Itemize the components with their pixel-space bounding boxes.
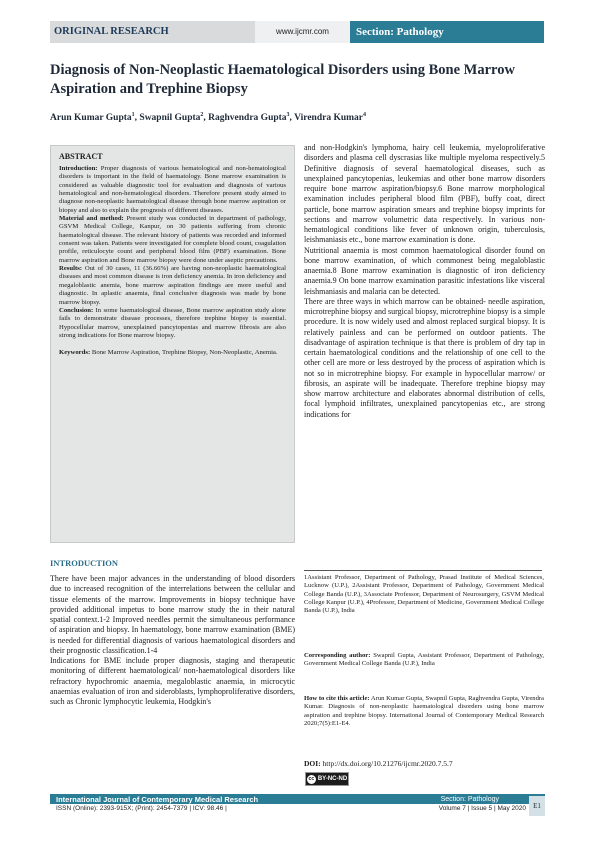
abstract-conclusion: Conclusion: In some haematological disease, Bone marrow aspiration study alone fails to demonstrate disease processes, therefore trephine biopsy is essential. Hypocellular marrow, unexplained pancytopenias and marrow fibrosis are also strong indications for Bone marrow biopsy. [59, 306, 287, 339]
body-paragraph: There are three ways in which marrow can be obtained- needle aspiration, microtrephine biopsy and surgical biopsy, microtrephine biopsy is a simple procedure. It is now widely used and almost replaced surgical biopsy. It is relatively painless and can be performed on outdoor patients. The disadvantage of aspiration technique is that there is problem of dry tap in certain haematological conditions and the relationship of one cell to the other cell are more or less destroyed by the process of aspiration which is not so in microtrephine biopsy. For example in hypocellular marrow/ or fibrosis, an aspirate will be inadequate. Therefore trephine biopsy may show marrow architecture and elaborates abnormal distribution of cells, focal lymphoid infiltrates, unexplained pancytopenias etc., are strong indications for [304, 296, 545, 419]
journal-header [50, 21, 544, 43]
author-list: Arun Kumar Gupta$^1$, Swapnil Gupta$^2$, Raghvendra Gupta$^3$, Virendra Kumar$^4$ [50, 112, 367, 124]
creative-commons-icon: cc [308, 775, 315, 782]
abstract-keywords: Keywords: Bone Marrow Aspiration, Trephine Biopsy, Non-Neoplastic, Anemia. [59, 349, 278, 357]
right-column-body [304, 143, 545, 420]
section-heading-introduction: INTRODUCTION [50, 558, 119, 568]
article-title: Diagnosis of Non-Neoplastic Haematological Disorders using Bone Marrow Aspiration and Trephine Biopsy [50, 62, 515, 97]
volume-info: Volume 7 | Issue 5 | May 2020 [438, 805, 526, 812]
body-paragraph: Nutritional anaemia is most common haematological disorder found on bone marrow examination, of which commonest being megaloblastic anaemia.8 Bone marrow examination is diagnostic of iron deficiency anaemia.9 On bone marrow examination parasitic infestations like visceral leishmaniasis and malaria can be detected. [304, 245, 545, 296]
footer-section: Section: Pathology [440, 795, 499, 803]
body-paragraph: and non-Hodgkin's lymphoma, hairy cell leukemia, myeloproliferative disorders and plasma cell dyscrasias like multiple myeloma respectively.5 Definitive diagnosis of several haematological diseases, such as unexplained pancytopenias, leukemias and other bone marrow disorders require bone marrow aspiration/biopsy.6 Bone marrow morphological examination includes peripheral blood film (PBF), buffy coat, direct particle, bone marrow aspiration smears and trephine biopsy imprints for sections and marrow volumetric data respectively. In various non-hematological conditions like fever of unknown origin, tuberculosis, leishmaniasis etc., bone marrow examination is done. [304, 143, 545, 245]
corresponding-author: Corresponding author: Swapnil Gupta, Assistant Professor, Department of Pathology, Government Medical College Banda (U.P.), India [304, 652, 545, 668]
abstract-heading: ABSTRACT [59, 152, 103, 161]
section-label: Section: Pathology [350, 21, 544, 43]
abstract-introduction: Introduction: Proper diagnosis of various hematological and non-hematological disorders is important in the field of haematology. Bone marrow examination is considered as valuable diagnostic tool for evaluation and diagnosis of various hematological and non-hematological disorders. Therefore present study aimed to diagnose non-neoplastic haematological disease through bone marrow aspiration or biopsy and also to explain the prognosis of different diseases. [59, 165, 287, 214]
abstract-results: Results: Out of 30 cases, 11 (36.66%) are having non-neoplastic haematological diseases and most common disease is iron deficiency anemia. In iron deficiency and megaloblastic anemia, bone marrow aspiration findings are more useful and diagnostic. In aplastic anaemia, final conclusive diagnosis was made by bone marrow biopsy. [59, 265, 286, 306]
cc-license-badge[interactable]: cc BY-NC-ND [305, 772, 349, 786]
author-name: Raghvendra Gupta [208, 113, 287, 124]
author-affiliations: 1Assistant Professor, Department of Pathology, Prasad Institute of Medical Sciences, Lucknow (U.P.), 2Assistant Professor, Department of Pathology, Government Medical College Banda (U.P.), 3Associate Professor, Department of Neurosurgery, GSVM Medical College Kanpur (U.P.), 4Professor, Department of Medicine, Government Medical College Banda (U.P.), India [304, 574, 544, 615]
doi-link[interactable]: http://dx.doi.org/10.21276/ijcmr.2020.7.5.7 [322, 759, 453, 768]
footer-meta [56, 805, 526, 812]
footnote-divider [304, 570, 542, 571]
page-number: E1 [529, 796, 545, 816]
author-name: Virendra Kumar [294, 113, 364, 124]
journal-website-link[interactable]: www.ijcmr.com [255, 21, 350, 43]
footer-band [50, 794, 545, 804]
citation: How to cite this article: Arun Kumar Gupta, Swapnil Gupta, Raghvendra Gupta, Virendra Kumar. Diagnosis of non-neoplastic haematological disorders using bone marrow aspiration and trephine biopsy. International Journal of Contemporary Medical Research 2020;7(5):E1-E4. [304, 695, 544, 727]
author-name: Swapnil Gupta [139, 113, 201, 124]
issn-info: ISSN (Online): 2393-915X; (Print): 2454-7379 | ICV: 98.46 | [56, 805, 227, 812]
doi: DOI: http://dx.doi.org/10.21276/ijcmr.2020.7.5.7 [304, 759, 453, 768]
body-paragraph: There have been major advances in the understanding of blood disorders due to increased recognition of the interrelations between the cellular and tissue elements of the marrow. Improvements in biopsy technique have provided additional impetus to bone marrow study the in their natural spatial context.1-2 Improved needles permit the simultaneous performance of aspiration and biopsy. In haematology, bone marrow examination (BME) is needed for differential diagnosis of various haematological disorders and their prognostic classification.1-4 [50, 574, 295, 655]
left-column-body [50, 574, 295, 707]
author-name: Arun Kumar Gupta [50, 113, 132, 124]
article-type: ORIGINAL RESEARCH [50, 21, 255, 43]
journal-name: International Journal of Contemporary Medical Research [56, 794, 259, 804]
abstract-methods: Material and method: Present study was conducted in department of pathology, GSVM Medical College, Kanpur, on 30 patients suffering from chronic haematological disease. The relevant history of patients was recorded and informed consent was taken. Patients were investigated for complete blood count, coagulation profile, reticulocyte count and peripheral blood film (PBF) examination. Bone marrow aspiration and Bone marrow biopsy were done under aseptic precautions. [59, 215, 287, 264]
body-paragraph: Indications for BME include proper diagnosis, staging and therapeutic monitoring of different haematological/ non-haematological disorders like refractory hypochromic anaemia, megaloblastic anaemia, in microcytic anaemias evaluation of iron and sideroblasts, lymphoproliferative disorders, such as Chronic lymphocytic leukemia, Hodgkin's [50, 656, 295, 706]
abstract-box [50, 145, 295, 543]
